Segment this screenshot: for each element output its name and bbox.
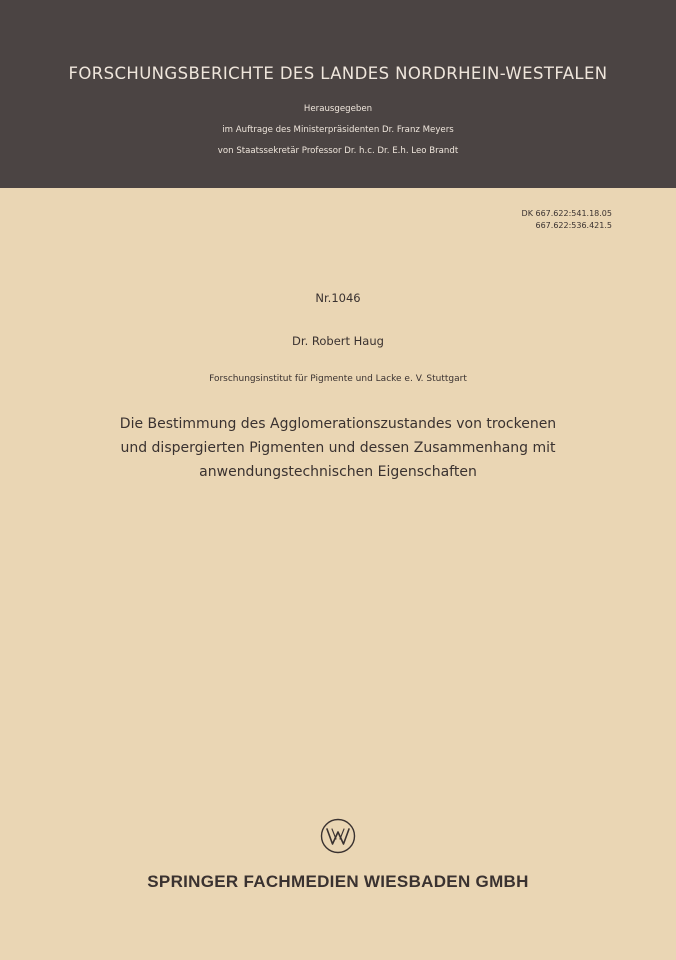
classification-code bbox=[522, 208, 612, 232]
author-name: Dr. Robert Haug bbox=[292, 334, 384, 348]
header-band bbox=[0, 0, 676, 188]
publisher-name: SPRINGER FACHMEDIEN WIESBADEN GMBH bbox=[147, 872, 529, 891]
title-line: und dispergierten Pigmenten und dessen Zusammenhang mit bbox=[120, 440, 556, 456]
institute-name: Forschungsinstitut für Pigmente und Lacke e. V. Stuttgart bbox=[209, 374, 467, 384]
editor-line-published: Herausgegeben bbox=[303, 104, 373, 114]
springer-logo-icon bbox=[320, 818, 356, 854]
title-line: anwendungstechnischen Eigenschaften bbox=[199, 464, 477, 480]
editor-line-secretary: von Staatssekretär Professor Dr. h.c. Dr. E.h. Leo Brandt bbox=[217, 146, 459, 156]
report-number: Nr.1046 bbox=[315, 291, 361, 305]
title-line: Die Bestimmung des Agglomerationszustandes von trockenen bbox=[119, 416, 557, 432]
editor-line-commission: im Auftrage des Ministerpräsidenten Dr. Franz Meyers bbox=[222, 125, 454, 135]
classification-line: 667.622:536.421.5 bbox=[535, 221, 612, 230]
report-title bbox=[0, 412, 676, 484]
series-title: FORSCHUNGSBERICHTE DES LANDES NORDRHEIN-WESTFALEN bbox=[68, 64, 608, 83]
classification-line: DK 667.622:541.18.05 bbox=[521, 209, 612, 218]
